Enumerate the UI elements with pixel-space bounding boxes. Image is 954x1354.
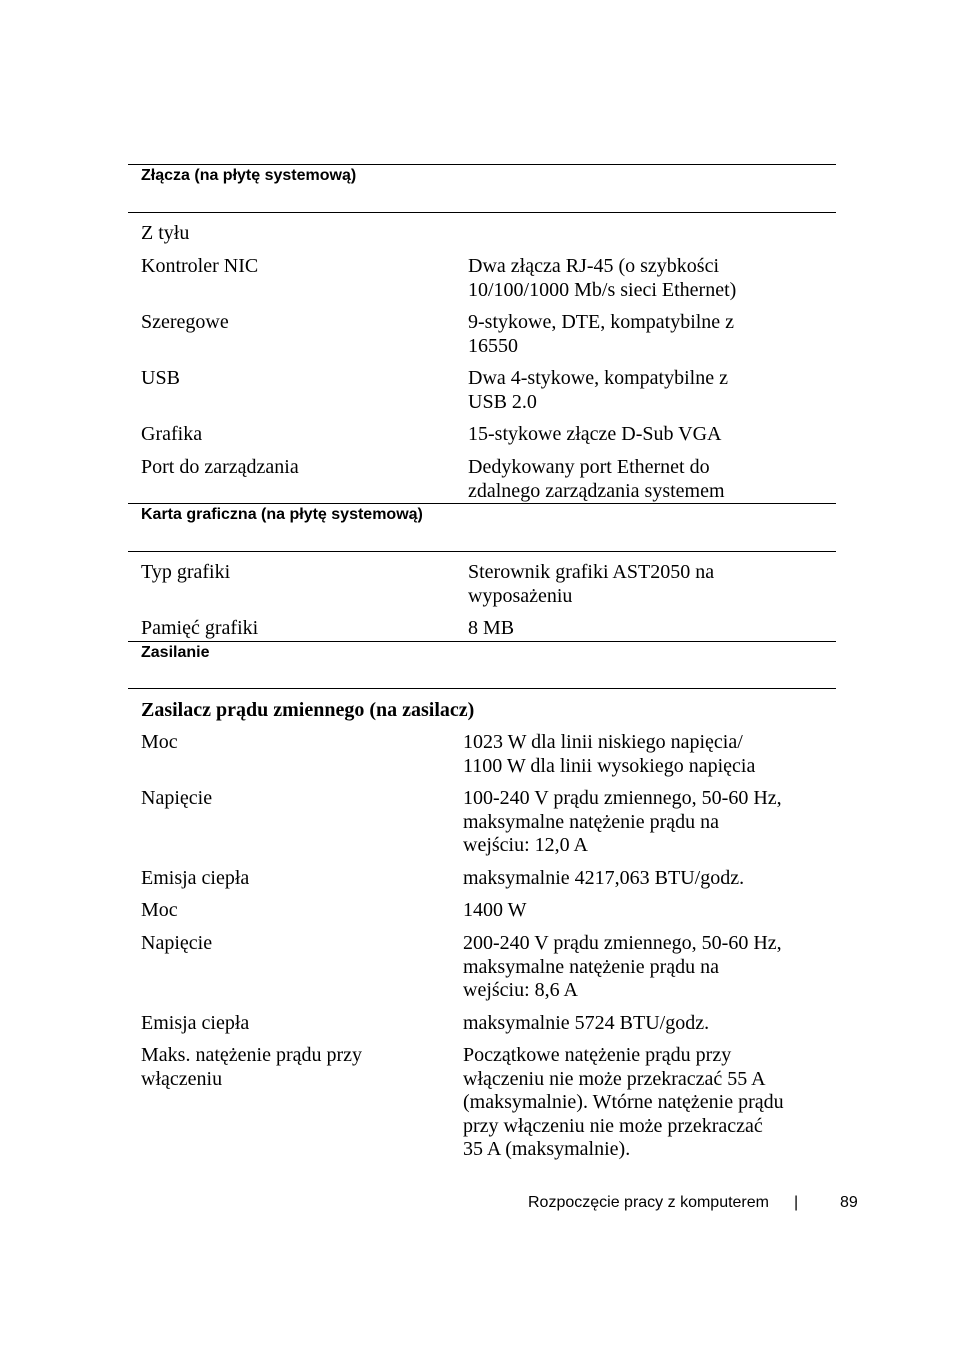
spec-value: Dedykowany port Ethernet do zdalnego zarządzania systemem [468,456,725,502]
spec-value: 100-240 V prądu zmiennego, 50-60 Hz, maksymalne natężenie prądu na wejściu: 12,0 A [463,787,782,856]
section-header-rule [128,688,836,689]
spec-label: Pamięć grafiki [141,617,259,639]
spec-label: Maks. natężenie prądu przy włączeniu [141,1044,363,1090]
spec-value: maksymalnie 4217,063 BTU/godz. [463,867,745,889]
section-title-connectors: Złącza (na płytę systemową) [141,167,357,184]
group-label-rear: Z tyłu [141,222,190,244]
spec-value: maksymalnie 5724 BTU/godz. [463,1012,710,1034]
section-header-rule [128,551,836,552]
footer-separator: | [794,1194,799,1211]
page-number: 89 [840,1194,858,1211]
spec-label: Napięcie [141,932,213,954]
spec-value: 1400 W [463,899,527,921]
spec-label: Emisja ciepła [141,867,250,889]
spec-label: Moc [141,731,178,753]
spec-value: 9-stykowe, DTE, kompatybilne z 16550 [468,311,735,357]
group-label-psu: Zasilacz prądu zmiennego (na zasilacz) [141,699,475,721]
spec-label: Moc [141,899,178,921]
spec-label: Szeregowe [141,311,229,333]
spec-label: Typ grafiki [141,561,231,583]
spec-label: Emisja ciepła [141,1012,250,1034]
spec-value: 15-stykowe złącze D-Sub VGA [468,423,722,445]
spec-value: 1023 W dla linii niskiego napięcia/ 1100 W dla linii wysokiego napięcia [463,731,756,777]
spec-value: 200-240 V prądu zmiennego, 50-60 Hz, maksymalne natężenie prądu na wejściu: 8,6 A [463,932,782,1001]
section-header-rule [128,212,836,213]
spec-label: Grafika [141,423,203,445]
section-top-rule [128,641,836,642]
spec-value: Dwa złącza RJ-45 (o szybkości 10/100/1000 Mb/s sieci Ethernet) [468,255,737,301]
section-title-power: Zasilanie [141,644,210,661]
spec-label: Port do zarządzania [141,456,299,478]
section-top-rule [128,164,836,165]
spec-value: Sterownik grafiki AST2050 na wyposażeniu [468,561,715,607]
spec-value: Dwa 4-stykowe, kompatybilne z USB 2.0 [468,367,728,413]
spec-label: USB [141,367,180,389]
section-title-graphics: Karta graficzna (na płytę systemową) [141,506,423,523]
spec-value: 8 MB [468,617,515,639]
spec-label: Kontroler NIC [141,255,259,277]
footer-chapter-title: Rozpoczęcie pracy z komputerem [528,1194,769,1211]
spec-label: Napięcie [141,787,213,809]
section-top-rule [128,503,836,504]
spec-value: Początkowe natężenie prądu przy włączeniu nie może przekraczać 55 A (maksymalnie). Wtórne natężenie prądu przy włączeniu nie może przekraczać 35 A (maksymalnie). [463,1044,784,1160]
